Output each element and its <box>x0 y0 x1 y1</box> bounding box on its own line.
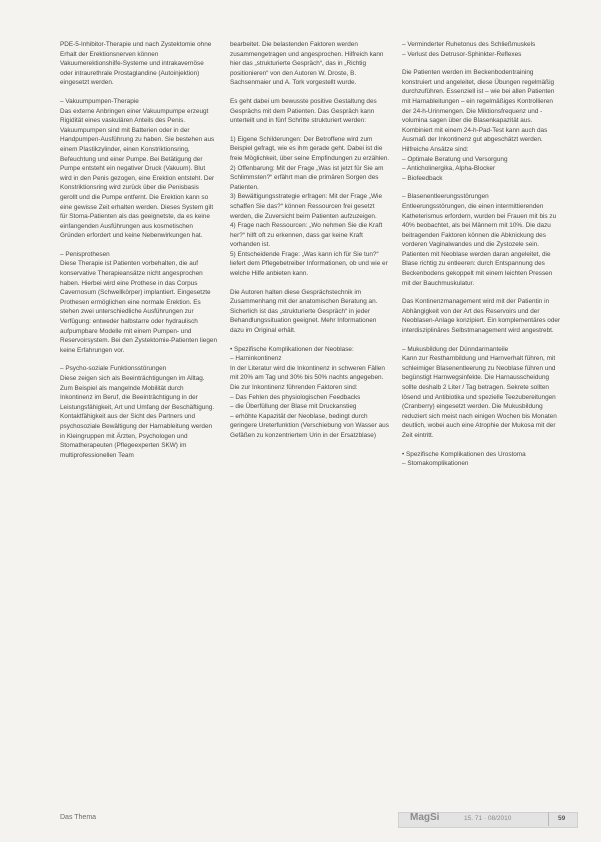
paragraph: – Mukusbildung der Dünndarmanteile Kann zur Restharnbildung und Harnverhalt führen, mit schleimiger Blasenentleerung zu Neoblase führen und begünstigt Harnwegsinfekte. Die Harnausscheidung sollte deshalb 2 Liter / Tag betragen. Sekrete sollten lösend und Antibiotika und spezielle Teezubereitungen (Cranberry) eingesetzt werden. Die Mukusbildung reduziert sich meist nach einigen Wochen bis Monaten deutlich, wobei auch eine Atrophie der Mukosa mit der Zeit eintritt. <box>402 345 557 439</box>
issue-number: 15. 71 · 08/2010 <box>464 815 512 822</box>
paragraph: – Blasenentleerungsstörungen Entleerungsstörungen, die einen intermittierenden Katheterismus erfordern, wurden bei Frauen mit bis zu 40% beobachtet, als bei Männern mit 10%. Die dazu beitragenden Faktoren können die Abknickung des vorderen Vaginalwandes und die Zystozele sein. Patienten mit Neoblase werden daran angeleitet, die Blase richtig zu entleeren: durch Entspannung des Beckenbodens gekoppelt mit einem leichten Pressen mit der Bauchmuskulatur. <box>402 193 557 287</box>
text-column-left <box>60 40 218 469</box>
divider <box>548 812 549 826</box>
paragraph: Das Kontinenzmanagement wird mit der Patientin in Abhängigkeit von der Art des Reservoirs und der Neoblasen-Anlage konzipiert. Ein komplementäres oder interdisziplinäres Selbstmanagement wird angestrebt. <box>402 298 561 335</box>
numbered-list: 1) Eigene Schilderungen: Der Betroffene wird zum Beispiel gefragt, wie es ihm gerade geht. Dabei ist die freie Möglichkeit, über seine Empfindungen zu erzählen. 2) Offenbarung: Mit der Frage „Was ist jetzt für Sie am Schlimmsten?“ erfährt man die primären Sorgen des Patienten. 3) Bewältigungsstrategie erfragen: Mit der Frage „Wie schaffen Sie das?“ können Ressourcen frei gesetzt werden, die Zuversicht beim Patienten aufzuzeigen. 4) Frage nach Ressourcen: „Wo nehmen Sie die Kraft her?“ hilft oft zu erkennen, dass gar keine Kraft vorhanden ist. 5) Entscheidende Frage: „Was kann ich für Sie tun?“ liefert dem Pflegebetreiber Informationen, ob und wie er welche Hilfe anbieten kann. <box>230 135 390 278</box>
text-column-middle <box>230 40 390 450</box>
footer-section-label: Das Thema <box>60 814 97 821</box>
page-footer <box>0 810 601 828</box>
paragraph: – Vakuumpumpen-Therapie Das externe Anbringen einer Vakuumpumpe erzeugt Rigidität eines vaskulären Anteils des Penis. Vakuumpumpen sind mit Batterien oder in der Handpumpen-Ausführung zu haben. Sie bestehen aus einem Plastikzylinder, einen Konstriktionsring, Befeuchtung und einer Pumpe. Bei Betätigung der Pumpe entsteht ein negativer Druck (Vakuum). Blut wird in den Penis gezogen, eine Erektion entsteht. Der Konstriktionsring wird zurück über die Penisbasis gerollt und die Pumpe entfernt. Die Erektion kann so eine gewisse Zeit erhalten werden. Dieses System gilt für Stoma-Patienten als das geeignetste, da es keine einfangenden Ausführungen aus kosmetischen Gründen erfordert und keine Nebenwirkungen hat. <box>60 97 215 240</box>
paragraph: PDE-5-Inhibitor-Therapie und nach Zystektomie ohne Erhalt der Erektionsnerven können Vakuumerektionshilfe-Systeme und intrakavernöse oder intraurethrale Prostaglandine (Autoinjektion) eingesetzt werden. <box>60 41 212 87</box>
section-neoblase: • Spezifische Komplikationen der Neoblase: – Harninkontinenz In der Literatur wird die Inkontinenz in schweren Fällen mit 20% am Tag und 30% bis 50% nachts angegeben. Die zur Inkontinenz führenden Faktoren sind: – Das Fehlen des physiologischen Feedbacks – die Überfüllung der Blase mit Druckanstieg – erhöhte Kapazität der Neoblase, bedingt durch geringere Ureterfunktion (Verschiebung von Wasser aus Gefäßen zu konzentriertem Urin in der Ersatzblase) <box>230 345 389 439</box>
text-column-right <box>402 40 562 478</box>
paragraph: – Psycho-soziale Funktionsstörungen Diese zeigen sich als Beeinträchtigungen im Alltag. Zum Beispiel als mangelnde Mobilität durch Inkontinenz im Beruf, die Beeinträchtigung in der Leistungsfähigkeit, Art und Umfang der Beschäftigung. Kontaktfähigkeit aus der Sicht des Partners und psychosoziale Bewältigung der Harnableitung werden in Kleingruppen mit Ärzten, Psychologen und Stomatherapeuten (Pflegeexperten SKW) im multiprofessionellen Team <box>60 365 215 459</box>
paragraph: – Verminderter Ruhetonus des Schließmuskels – Verlust des Detrusor-Sphinkter-Reflexes <box>402 41 536 58</box>
paragraph: Es geht dabei um bewusste positive Gestaltung des Gesprächs mit dem Patienten. Das Gespräch kann unterteilt und in fünf Schritte strukturiert werden: <box>230 97 377 125</box>
paragraph: Die Autoren halten diese Gesprächstechnik im Zusammenhang mit der anatomischen Beratung an. Sicherlich ist das „strukturierte Gespräch“ in jeder Behandlungssituation geeignet. Mehr Informationen dazu im Original erhält. <box>230 288 378 335</box>
page-number: 59 <box>558 815 566 822</box>
paragraph: – Penisprothesen Diese Therapie ist Patienten vorbehalten, die auf konservative Therapieansätze nicht angesprochen haben. Hierbei wird eine Prothese in das Corpus Cavernosum (Schwellkörper) implantiert. Eingesetzte Prothesen ermöglichen eine normale Erektion. Es stehen zwei unterschiedliche Ausführungen zur Verfügung: entweder halbstarre oder hydraulisch aufpumpbare Modelle mit einem Pumpen- und Reservoirsystem. Bei den Zystektomie-Patienten liegen keine Erfahrungen vor. <box>60 250 217 354</box>
paragraph: Die Patienten werden im Beckenbodentraining konstruiert und angeleitet, diese Übungen regelmäßig durchzuführen. Essenziell ist – wie bei allen Patienten mit Harnableitungen – ein regelmäßiges Kontrollieren der 24-h-Urinmengen. Die Miktionsfrequenz und -volumina sagen über die Blasenkapazität aus. Kombiniert mit einem 24-h-Pad-Test kann auch das Ausmaß der Inkontinenz gut abgeschätzt werden. Hilfreiche Ansätze sind: – Optimale Beratung und Versorgung – Anticholinergika, Alpha-Blocker – Biofeedback <box>402 69 555 182</box>
paragraph: bearbeitet. Die belastenden Faktoren werden zusammengetragen und angesprochen. Hilfreich kann hier das „strukturierte Gespräch“, das in „Richtig positionieren“ von den Autoren W. Droste, B. Sachsenmaier und A. Tork vorgestellt wurde. <box>230 41 384 87</box>
section-urostoma: • Spezifische Komplikationen des Urostoma – Stomakomplikationen <box>402 450 526 468</box>
magazine-logo: MagSi <box>410 812 440 823</box>
